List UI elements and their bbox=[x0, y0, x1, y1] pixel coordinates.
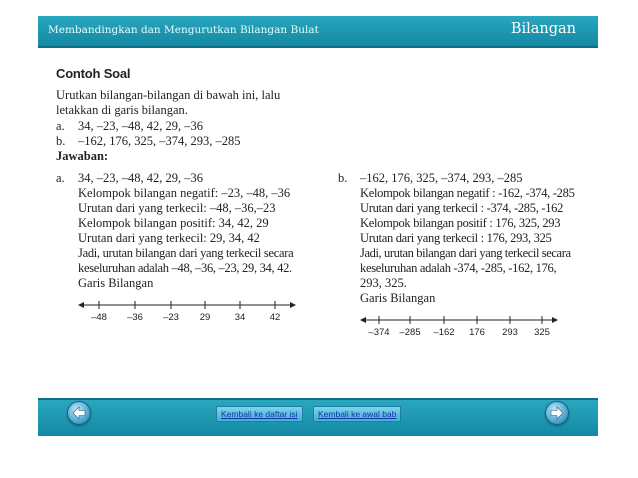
number-line-a-tick: –23 bbox=[163, 312, 179, 323]
answer-b-line: Kelompok bilangan negatif : -162, -374, -285 bbox=[360, 186, 575, 200]
number-line-a-tick: –36 bbox=[127, 312, 143, 323]
answer-b-line: keseluruhan adalah -374, -285, -162, 176, bbox=[360, 261, 557, 275]
number-line-b-tick: 325 bbox=[534, 327, 550, 338]
option-b-text: –162, 176, 325, –374, 293, –285 bbox=[78, 134, 241, 148]
answer-b-line: Kelompok bilangan positif : 176, 325, 293 bbox=[360, 216, 561, 230]
answer-b-label: b. bbox=[338, 171, 348, 185]
chapter-title: Bilangan bbox=[510, 21, 576, 37]
answer-a-line: Jadi, urutan bilangan dari yang terkecil secara bbox=[78, 246, 294, 260]
number-line-a-tick: –48 bbox=[91, 312, 107, 323]
answer-a-line: Urutan dari yang terkecil: 29, 34, 42 bbox=[78, 231, 260, 245]
arrow-right-icon bbox=[550, 406, 564, 420]
number-line-b-tick: –285 bbox=[399, 327, 421, 338]
header-subtitle: Membandingkan dan Mengurutkan Bilangan Bulat bbox=[48, 24, 319, 36]
number-line-a bbox=[78, 297, 298, 323]
answer-b-line: Urutan dari yang terkecil : -374, -285, -162 bbox=[360, 201, 564, 215]
number-line-a-tick: 42 bbox=[269, 312, 281, 323]
answer-a-label: a. bbox=[56, 171, 65, 185]
back-to-contents-link[interactable]: Kembali ke daftar isi bbox=[216, 406, 303, 422]
arrow-left-icon bbox=[72, 406, 86, 420]
option-b-label: b. bbox=[56, 134, 66, 148]
number-line-a-tick: 34 bbox=[234, 312, 246, 323]
number-line-b-tick: –162 bbox=[433, 327, 455, 338]
question-line-1: Urutkan bilangan-bilangan di bawah ini, lalu bbox=[56, 88, 281, 102]
question-line-2: letakkan di garis bilangan. bbox=[56, 103, 188, 117]
answer-b-line: Urutan dari yang terkecil : 176, 293, 325 bbox=[360, 231, 552, 245]
answer-a-line: 34, –23, –48, 42, 29, –36 bbox=[78, 171, 203, 185]
number-line-b-tick: –374 bbox=[368, 327, 390, 338]
answer-a-line: Garis Bilangan bbox=[78, 276, 154, 290]
previous-button[interactable] bbox=[67, 401, 91, 425]
answer-a-line: Urutan dari yang terkecil: –48, –36,–23 bbox=[78, 201, 276, 215]
number-line-b bbox=[360, 312, 560, 338]
answer-label: Jawaban: bbox=[56, 149, 109, 163]
number-line-b-tick: 293 bbox=[502, 327, 518, 338]
option-a-label: a. bbox=[56, 119, 65, 133]
answer-b-line: 293, 325. bbox=[360, 276, 407, 290]
answer-b-line: Jadi, urutan bilangan dari yang terkecil secara bbox=[360, 246, 571, 260]
number-line-a-tick: 29 bbox=[199, 312, 211, 323]
answer-b-line: –162, 176, 325, –374, 293, –285 bbox=[360, 171, 523, 185]
back-to-chapter-link[interactable]: Kembali ke awal bab bbox=[313, 406, 401, 422]
header-bar bbox=[38, 16, 598, 48]
answer-a-line: keseluruhan adalah –48, –36, –23, 29, 34, 42. bbox=[78, 261, 292, 275]
answer-b-line: Garis Bilangan bbox=[360, 291, 436, 305]
option-a-text: 34, –23, –48, 42, 29, –36 bbox=[78, 119, 203, 133]
next-button[interactable] bbox=[545, 401, 569, 425]
answer-a-line: Kelompok bilangan positif: 34, 42, 29 bbox=[78, 216, 269, 230]
section-heading: Contoh Soal bbox=[56, 66, 131, 81]
answer-a-line: Kelompok bilangan negatif: –23, –48, –36 bbox=[78, 186, 291, 200]
number-line-b-tick: 176 bbox=[469, 327, 485, 338]
